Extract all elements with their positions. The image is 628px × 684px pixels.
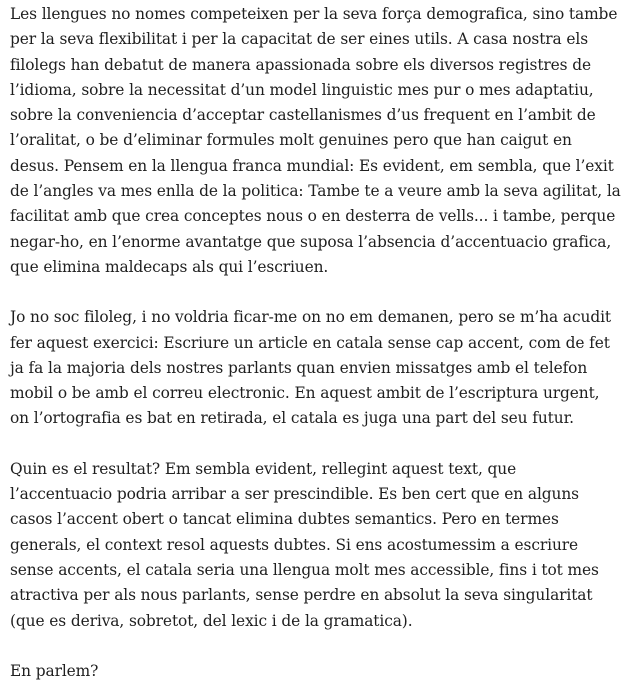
paragraph-4: En parlem? (10, 661, 99, 680)
paragraph-2: Jo no soc filoleg, i no voldria ficar-me on no em demanen, pero se m’ha acudit fer aquest exercici: Escriure un article en catala sense cap accent, com de fet ja fa la majoria dels nostres parlants quan envien missatges amb el telefon mobil o be amb el correu electronic. En aquest ambit de l’escriptura urgent, on l’ortografia es bat en retirada, el catala es juga una part del seu futur. (10, 308, 611, 428)
paragraph-3: Quin es el resultat? Em sembla evident, rellegint aquest text, que l’accentuacio podria arribar a ser prescindible. Es ben cert que en alguns casos l’accent obert o tancat elimina dubtes semantics. Pero en termes generals, el context resol aquests dubtes. Si ens acostumessim a escriure sense accents, el catala seria una llengua molt mes accessible, fins i tot mes atractiva per als nous parlants, sense perdre en absolut la seva singularitat (que es deriva, sobretot, del lexic i de la gramatica). (10, 459, 599, 630)
paragraph-1: Les llengues no nomes competeixen per la seva força demografica, sino tambe per la seva flexibilitat i per la capacitat de ser eines utils. A casa nostra els filolegs han debatut de manera apassionada sobre els diversos registres de l’idioma, sobre la necessitat d’un model linguistic mes pur o mes adaptatiu, sobre la conveniencia d’acceptar castellanismes d’us frequent en l’ambit de l’oralitat, o be d’eliminar formules molt genuines pero que han caigut en desus. Pensem en la llengua franca mundial: Es evident, em sembla, que l’exit de l’angles va mes enlla de la politica: Tambe te a veure amb la seva agilitat, la facilitat amb que crea conceptes nous o en desterra de vells... i tambe, perque negar-ho, en l’enorme avantatge que suposa l’absencia d’accentuacio grafica, que elimina maldecaps als qui l’escriuen. (10, 5, 621, 276)
article-body (10, 2, 622, 684)
